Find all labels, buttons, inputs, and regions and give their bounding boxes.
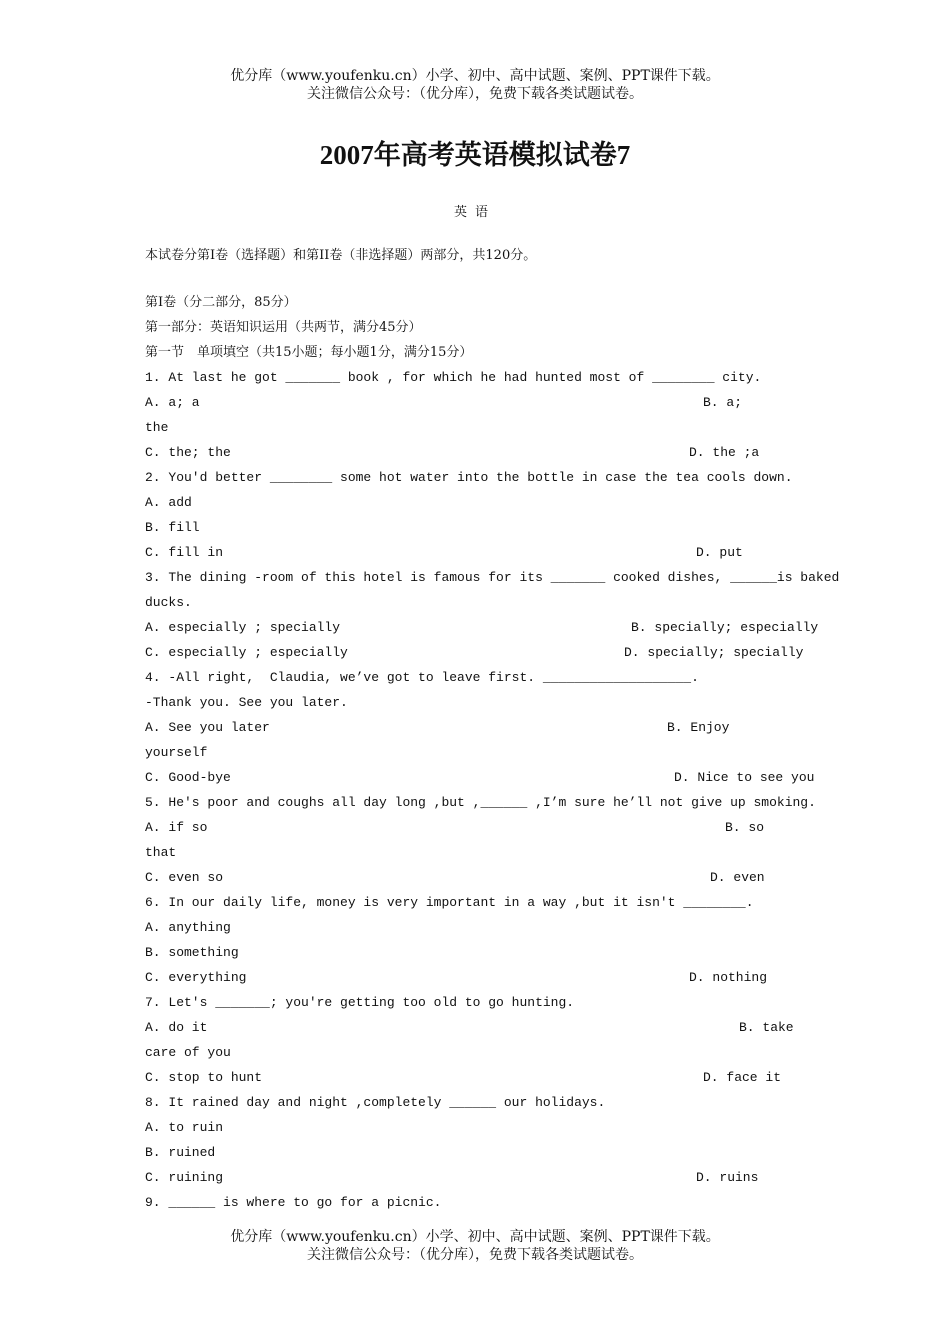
subsection-heading: 第一节 单项填空（共15小题；每小题1分，满分15分） (145, 345, 473, 360)
question-5-option-b-wrap: that (145, 845, 177, 860)
question-6-option-d: D. nothing (689, 970, 768, 985)
question-1-stem: 1. At last he got _______ book , for which he had hunted most of ________ city. (145, 370, 762, 385)
page-footer (0, 1228, 950, 1264)
question-2-option-b: B. fill (145, 520, 200, 535)
question-3-stem: 3. The dining -room of this hotel is famous for its _______ cooked dishes, ______is baked (145, 570, 840, 585)
question-3-option-c: C. especially ; especially (145, 645, 348, 660)
question-2-option-a: A. add (145, 495, 192, 510)
question-3-option-b: B. specially; especially (631, 620, 819, 635)
question-1-option-d: D. the ;a (689, 445, 760, 460)
page-header (0, 67, 950, 103)
question-8-option-d: D. ruins (696, 1170, 759, 1185)
footer-line-1: 优分库（www.youfenku.cn）小学、初中、高中试题、案例、PPT课件下载。 (230, 1229, 720, 1245)
question-2-option-c: C. fill in (145, 545, 224, 560)
question-7-option-c: C. stop to hunt (145, 1070, 263, 1085)
header-line-1: 优分库（www.youfenku.cn）小学、初中、高中试题、案例、PPT课件下载。 (230, 68, 720, 84)
question-4-option-b: B. Enjoy (667, 720, 730, 735)
question-5-stem: 5. He's poor and coughs all day long ,but ,______ ,I’m sure he’ll not give up smoking. (145, 795, 816, 810)
question-1-option-a: A. a; a (145, 395, 200, 410)
part-heading: 第I卷（分二部分，85分） (145, 295, 297, 310)
question-1-option-b: B. a; (703, 395, 743, 410)
question-9-stem: 9. ______ is where to go for a picnic. (145, 1195, 442, 1210)
question-8-option-c: C. ruining (145, 1170, 224, 1185)
question-7-option-a: A. do it (145, 1020, 208, 1035)
section-heading: 第一部分：英语知识运用（共两节，满分45分） (145, 320, 422, 335)
question-6-option-a: A. anything (145, 920, 231, 935)
question-6-option-b: B. something (145, 945, 239, 960)
question-7-option-d: D. face it (703, 1070, 782, 1085)
question-1-option-b-wrap: the (145, 420, 169, 435)
question-8-option-a: A. to ruin (145, 1120, 224, 1135)
document-title: 2007年高考英语模拟试卷7 (319, 140, 631, 170)
footer-line-2: 关注微信公众号：（优分库），免费下载各类试题试卷。 (307, 1247, 643, 1263)
question-5-option-d: D. even (710, 870, 765, 885)
question-4-option-a: A. See you later (145, 720, 270, 735)
question-7-option-b: B. take (739, 1020, 794, 1035)
question-7-stem: 7. Let's _______; you're getting too old to go hunting. (145, 995, 575, 1010)
question-2-stem: 2. You'd better ________ some hot water into the bottle in case the tea cools down. (145, 470, 793, 485)
question-8-stem: 8. It rained day and night ,completely ______ our holidays. (145, 1095, 606, 1110)
intro-text: 本试卷分第I卷（选择题）和第II卷（非选择题）两部分，共120分。 (145, 248, 537, 263)
question-5-option-b: B. so (725, 820, 765, 835)
question-3-stem-wrap: ducks. (145, 595, 192, 610)
question-8-option-b: B. ruined (145, 1145, 216, 1160)
question-1-option-c: C. the; the (145, 445, 231, 460)
question-4-reply: -Thank you. See you later. (145, 695, 348, 710)
question-5-option-a: A. if so (145, 820, 208, 835)
question-4-option-c: C. Good-bye (145, 770, 231, 785)
question-7-option-b-wrap: care of you (145, 1045, 231, 1060)
subject-label: 英语 (453, 205, 496, 220)
question-3-option-a: A. especially ; specially (145, 620, 341, 635)
question-4-option-b-wrap: yourself (145, 745, 208, 760)
question-6-option-c: C. everything (145, 970, 247, 985)
question-3-option-d: D. specially; specially (624, 645, 804, 660)
header-line-2: 关注微信公众号：（优分库），免费下载各类试题试卷。 (307, 86, 643, 102)
question-4-option-d: D. Nice to see you (674, 770, 815, 785)
question-5-option-c: C. even so (145, 870, 224, 885)
question-2-option-d: D. put (696, 545, 743, 560)
question-4-stem: 4. -All right, Claudia, we’ve got to leave first. ___________________. (145, 670, 699, 685)
question-6-stem: 6. In our daily life, money is very important in a way ,but it isn't ________. (145, 895, 754, 910)
